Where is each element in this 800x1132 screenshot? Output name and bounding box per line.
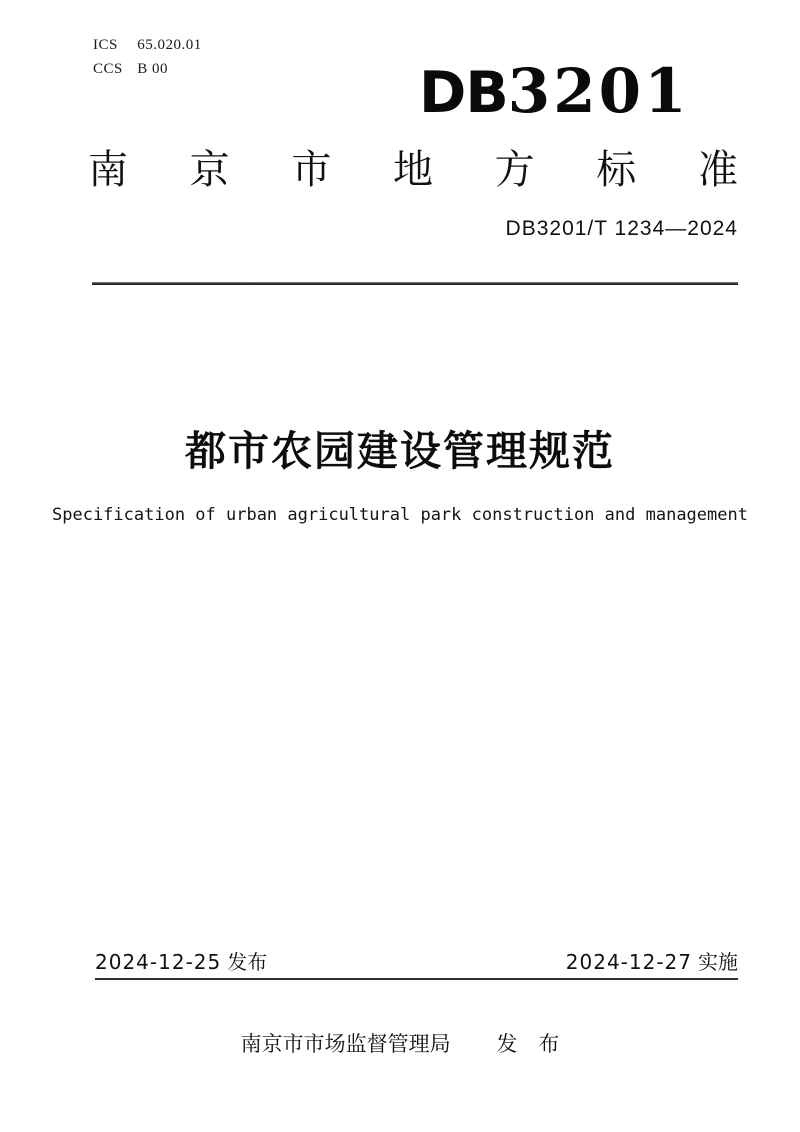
ics-code-row [93,33,202,57]
issue-date: 2024-12-25 [95,950,222,974]
db-logo-prefix: DB [419,60,508,126]
ccs-code-row [93,57,202,81]
standard-type-char: 南 [88,148,128,192]
issue-label: 发布 [227,952,268,974]
ccs-label: CCS [93,61,123,77]
implementation-label: 实施 [698,952,738,974]
standard-type-char: 准 [697,148,738,192]
issue-date-item [95,949,267,976]
implementation-date: 2024-12-27 [565,950,692,974]
dates-row [95,949,738,976]
ics-value: 65.020.01 [137,37,202,53]
footer-rule-line [95,978,738,980]
standard-type-char: 标 [596,148,637,192]
ics-label: ICS [93,37,118,53]
standard-type-char: 地 [392,148,433,192]
db-standard-logo [419,56,690,140]
db-logo-code: 3201 [507,56,690,127]
publish-action-label: 发 布 [496,1033,560,1056]
standard-type-char: 京 [189,148,230,192]
standard-number: DB3201/T 1234—2024 [505,217,738,240]
standard-type-char: 方 [494,148,535,192]
document-title-english: Specification of urban agricultural park construction and management [52,505,748,525]
implementation-date-item [566,949,738,976]
classification-codes [93,33,202,81]
document-title: 都市农园建设管理规范 [185,428,615,474]
publisher-name: 南京市市场监督管理局 [240,1033,451,1056]
ccs-value: B 00 [137,61,169,77]
publisher-row [0,1031,800,1059]
standard-type-char: 市 [291,148,332,192]
standard-type-heading [88,147,738,193]
header-rule-line [92,282,738,285]
